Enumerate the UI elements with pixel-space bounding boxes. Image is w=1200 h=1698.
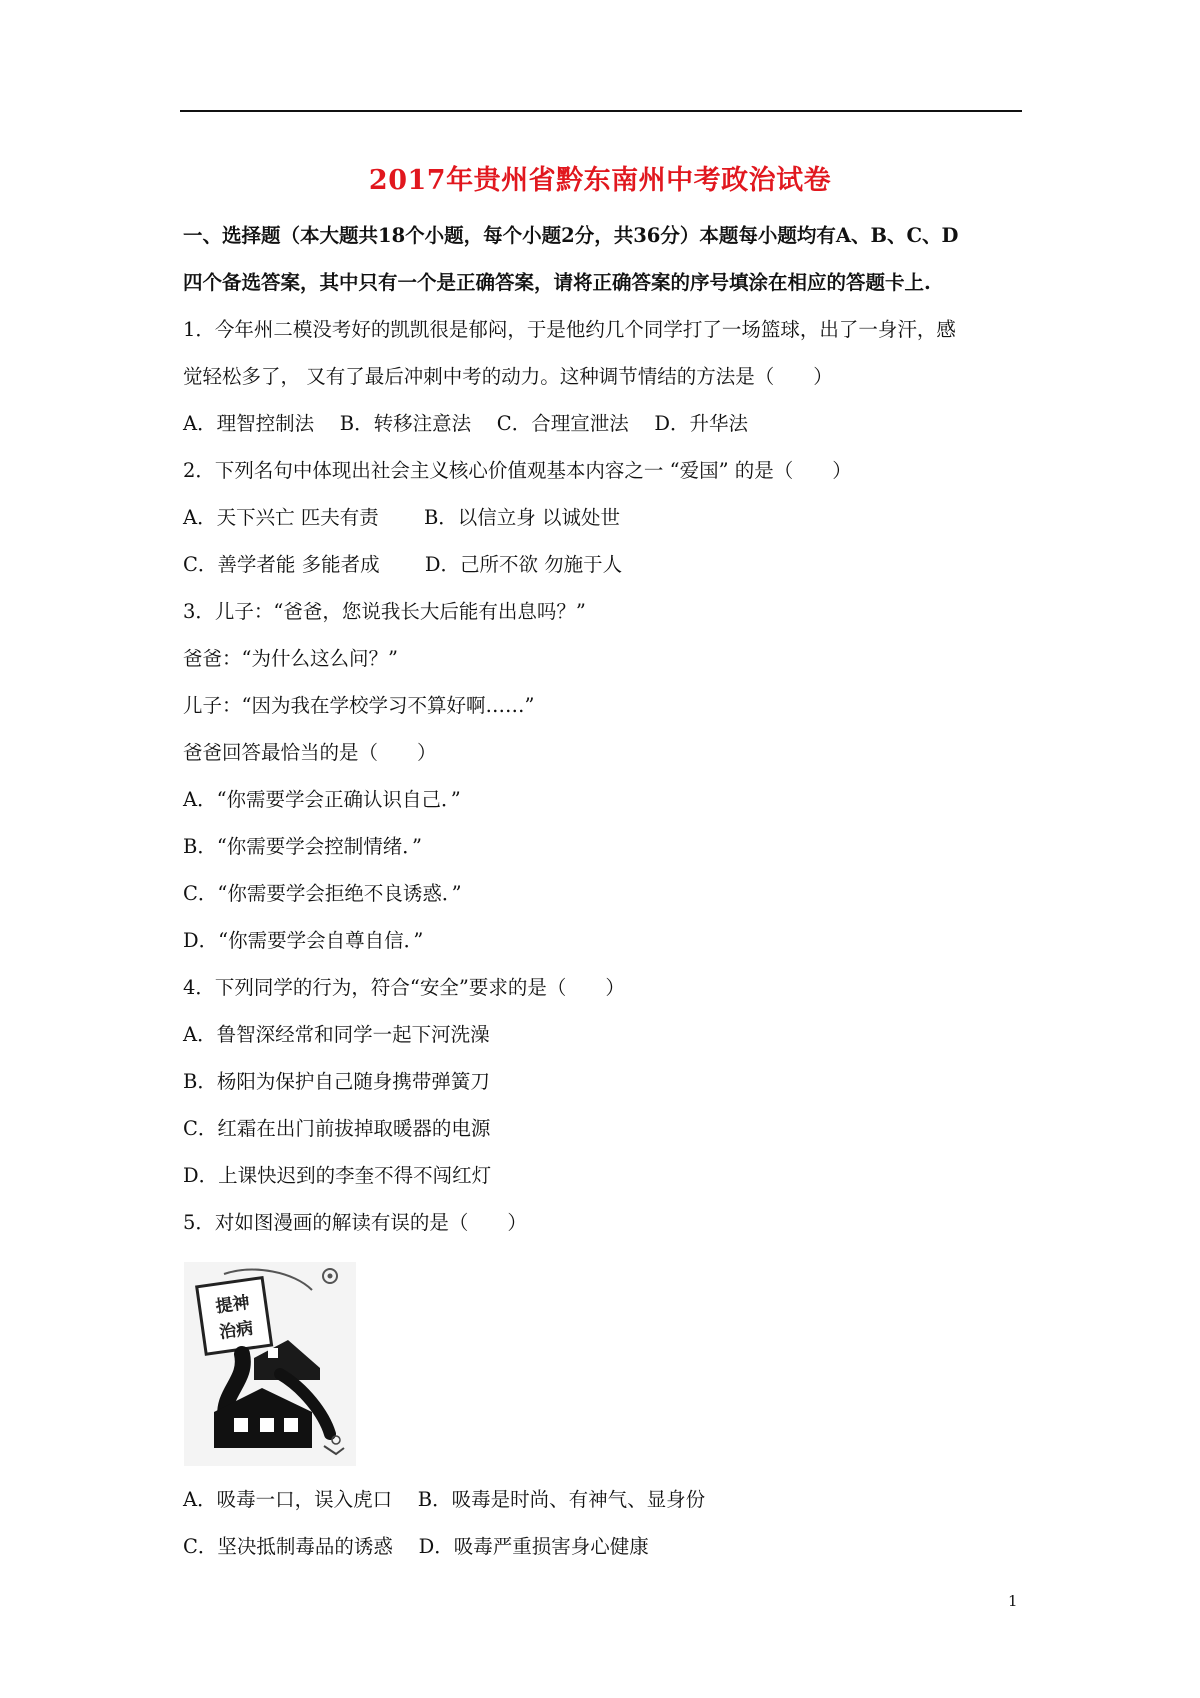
cartoon-sign-top: 提神	[214, 1292, 251, 1318]
page-title: 2017年贵州省黔东南州中考政治试卷	[368, 165, 832, 196]
page-number: 1	[1008, 1592, 1018, 1610]
question-4-option-a: A．鲁智深经常和同学一起下河洗澡	[183, 1023, 490, 1046]
question-1-line-2: 觉轻松多了， 又有了最后冲刺中考的动力。这种调节情结的方法是（ ）	[183, 365, 833, 388]
question-5-stem: 5．对如图漫画的解读有误的是（ ）	[183, 1211, 527, 1234]
question-4-option-c: C．红霜在出门前拔掉取暖器的电源	[183, 1117, 491, 1140]
question-2-stem: 2．下列名句中体现出社会主义核心价值观基本内容之一 “爱国” 的是（ ）	[183, 459, 852, 482]
question-3-option-c: C．“你需要学会拒绝不良诱惑．”	[183, 882, 462, 905]
question-1-options: A．理智控制法 B．转移注意法 C．合理宣泄法 D．升华法	[183, 412, 749, 435]
cartoon-sign-bottom: 治病	[218, 1318, 255, 1344]
question-3-option-a: A．“你需要学会正确认识自己．”	[183, 788, 461, 811]
question-2-options-cd: C．善学者能 多能者成 D．己所不欲 勿施于人	[183, 553, 623, 576]
question-3-prompt: 爸爸回答最恰当的是（ ）	[183, 741, 437, 764]
section-header-line-2: 四个备选答案，其中只有一个是正确答案，请将正确答案的序号填涂在相应的答题卡上.	[183, 271, 931, 294]
question-1-line-1: 1．今年州二模没考好的凯凯很是郁闷，于是他约几个同学打了一场篮球，出了一身汗，感	[183, 318, 956, 341]
question-4-option-b: B．杨阳为保护自己随身携带弹簧刀	[183, 1070, 490, 1093]
question-3-stem: 3．儿子：“爸爸，您说我长大后能有出息吗？”	[183, 600, 586, 623]
question-3-option-d: D．“你需要学会自尊自信．”	[183, 929, 424, 952]
question-4-stem: 4．下列同学的行为，符合“安全”要求的是（ ）	[183, 976, 625, 999]
header-rule	[180, 110, 1022, 112]
section-header-line-1: 一、选择题（本大题共18个小题，每个小题2分，共36分）本题每小题均有A、B、C、D	[183, 224, 959, 247]
question-4-option-d: D．上课快迟到的李奎不得不闯红灯	[183, 1164, 492, 1187]
question-3-dialog-father: 爸爸：“为什么这么问？”	[183, 647, 398, 670]
question-3-option-b: B．“你需要学会控制情绪．”	[183, 835, 423, 858]
question-5-options-cd: C．坚决抵制毒品的诱惑 D．吸毒严重损害身心健康	[183, 1535, 649, 1558]
question-2-options-ab: A．天下兴亡 匹夫有责 B．以信立身 以诚处世	[183, 506, 621, 529]
anti-drug-cartoon-image	[184, 1262, 356, 1466]
question-5-options-ab: A．吸毒一口，误入虎口 B．吸毒是时尚、有神气、显身份	[183, 1488, 706, 1511]
question-3-dialog-son: 儿子：“因为我在学校学习不算好啊……”	[183, 694, 535, 717]
